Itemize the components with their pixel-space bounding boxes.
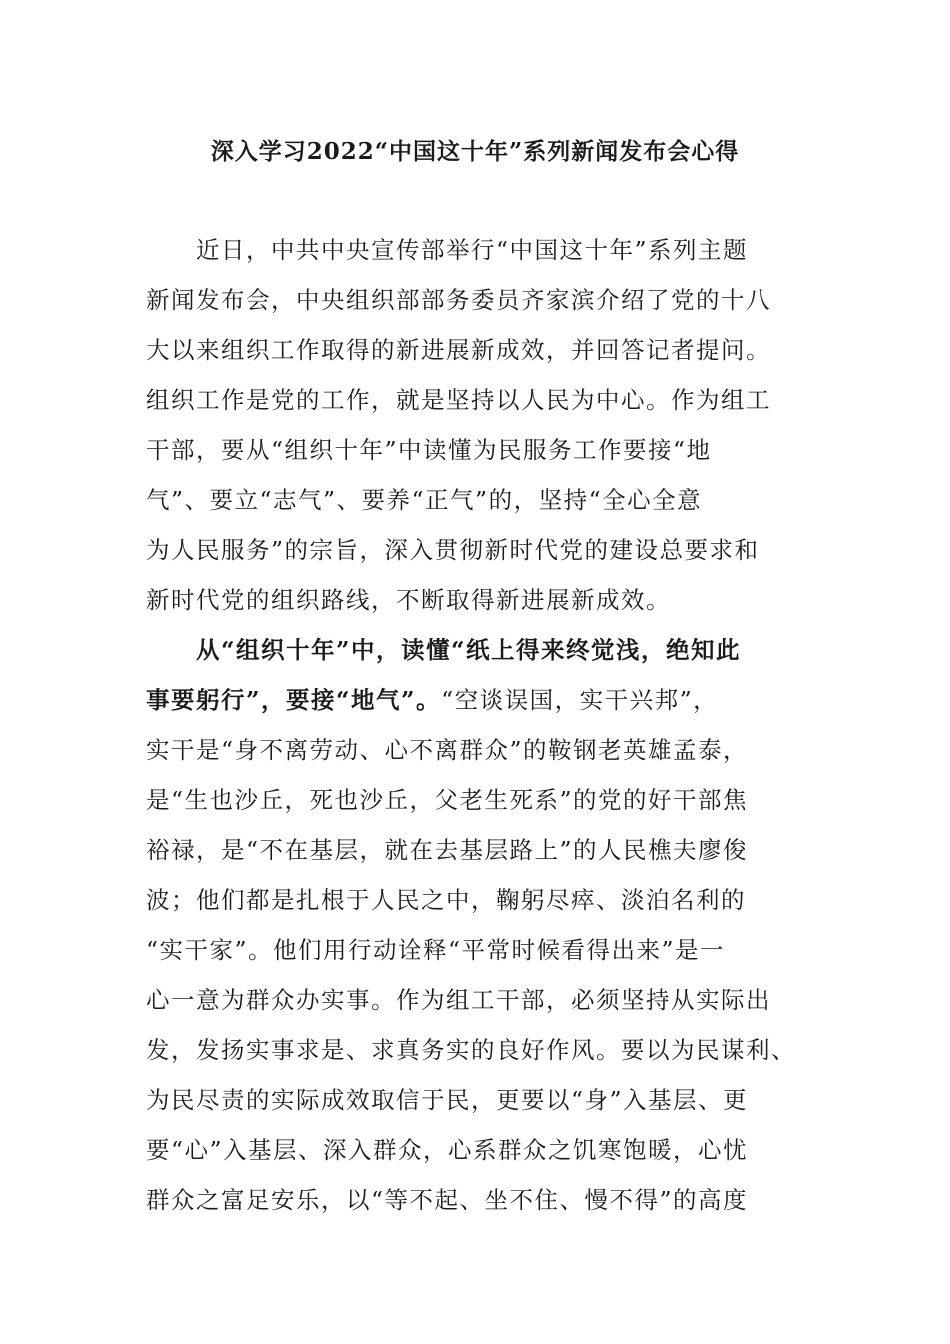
paragraph-2-line-6: 波；他们都是扎根于人民之中，鞠躬尽瘁、淡泊名利的: [146, 886, 746, 914]
paragraph-2-line-8: 心一意为群众办实事。作为组工干部，必须坚持从实际出: [146, 986, 771, 1014]
paragraph-1-line-5: 干部，要从“组织十年”中读懂为民服务工作要接“地: [146, 436, 712, 464]
paragraph-2-line-12: 群众之富足安乐，以“等不起、坐不住、慢不得”的高度: [146, 1186, 749, 1214]
paragraph-2-line-7: “实干家”。他们用行动诠释“平常时候看得出来”是一: [146, 936, 726, 964]
paragraph-2-line-9: 发，发扬实事求是、求真务实的良好作风。要以为民谋利、: [146, 1036, 796, 1064]
paragraph-2-heading-line-1: 从“组织十年”中，读懂“纸上得来终觉浅，绝知此: [146, 636, 742, 664]
paragraph-2-line-2-text: “空谈误国，实干兴邦”，: [441, 686, 719, 714]
paragraph-1-line-7: 为人民服务”的宗旨，深入贯彻新时代党的建设总要求和: [146, 536, 760, 564]
paragraph-2-line-2: [146, 682, 718, 718]
paragraph-2-line-11: 要“心”入基层、深入群众，心系群众之饥寒饱暖，心忧: [146, 1136, 749, 1164]
paragraph-2-line-3: 实干是“身不离劳动、心不离群众”的鞍钢老英雄孟泰，: [146, 736, 749, 764]
document-title: 深入学习2022“中国这十年”系列新闻发布会心得: [210, 138, 740, 165]
paragraph-1-line-2: 新闻发布会，中央组织部部务委员齐家滨介绍了党的十八: [146, 286, 771, 314]
paragraph-2-line-4: 是“生也沙丘，死也沙丘，父老生死系”的党的好干部焦: [146, 786, 749, 814]
paragraph-1-line-1: 近日，中共中央宣传部举行“中国这十年”系列主题: [146, 236, 749, 264]
paragraph-1-line-4: 组织工作是党的工作，就是坚持以人民为中心。作为组工: [146, 386, 771, 414]
paragraph-2-heading-tail: 事要躬行”，要接“地气”。: [146, 686, 442, 714]
paragraph-2-line-10: 为民尽责的实际成效取信于民，更要以“身”入基层、更: [146, 1086, 749, 1114]
paragraph-1-line-6: 气”、要立“志气”、要养“正气”的，坚持“全心全意: [146, 486, 703, 514]
paragraph-1-line-8: 新时代党的组织路线，不断取得新进展新成效。: [146, 586, 671, 614]
paragraph-1-line-3: 大以来组织工作取得的新进展新成效，并回答记者提问。: [146, 336, 771, 364]
paragraph-2-line-5: 裕禄，是“不在基层，就在去基层路上”的人民樵夫廖俊: [146, 836, 749, 864]
